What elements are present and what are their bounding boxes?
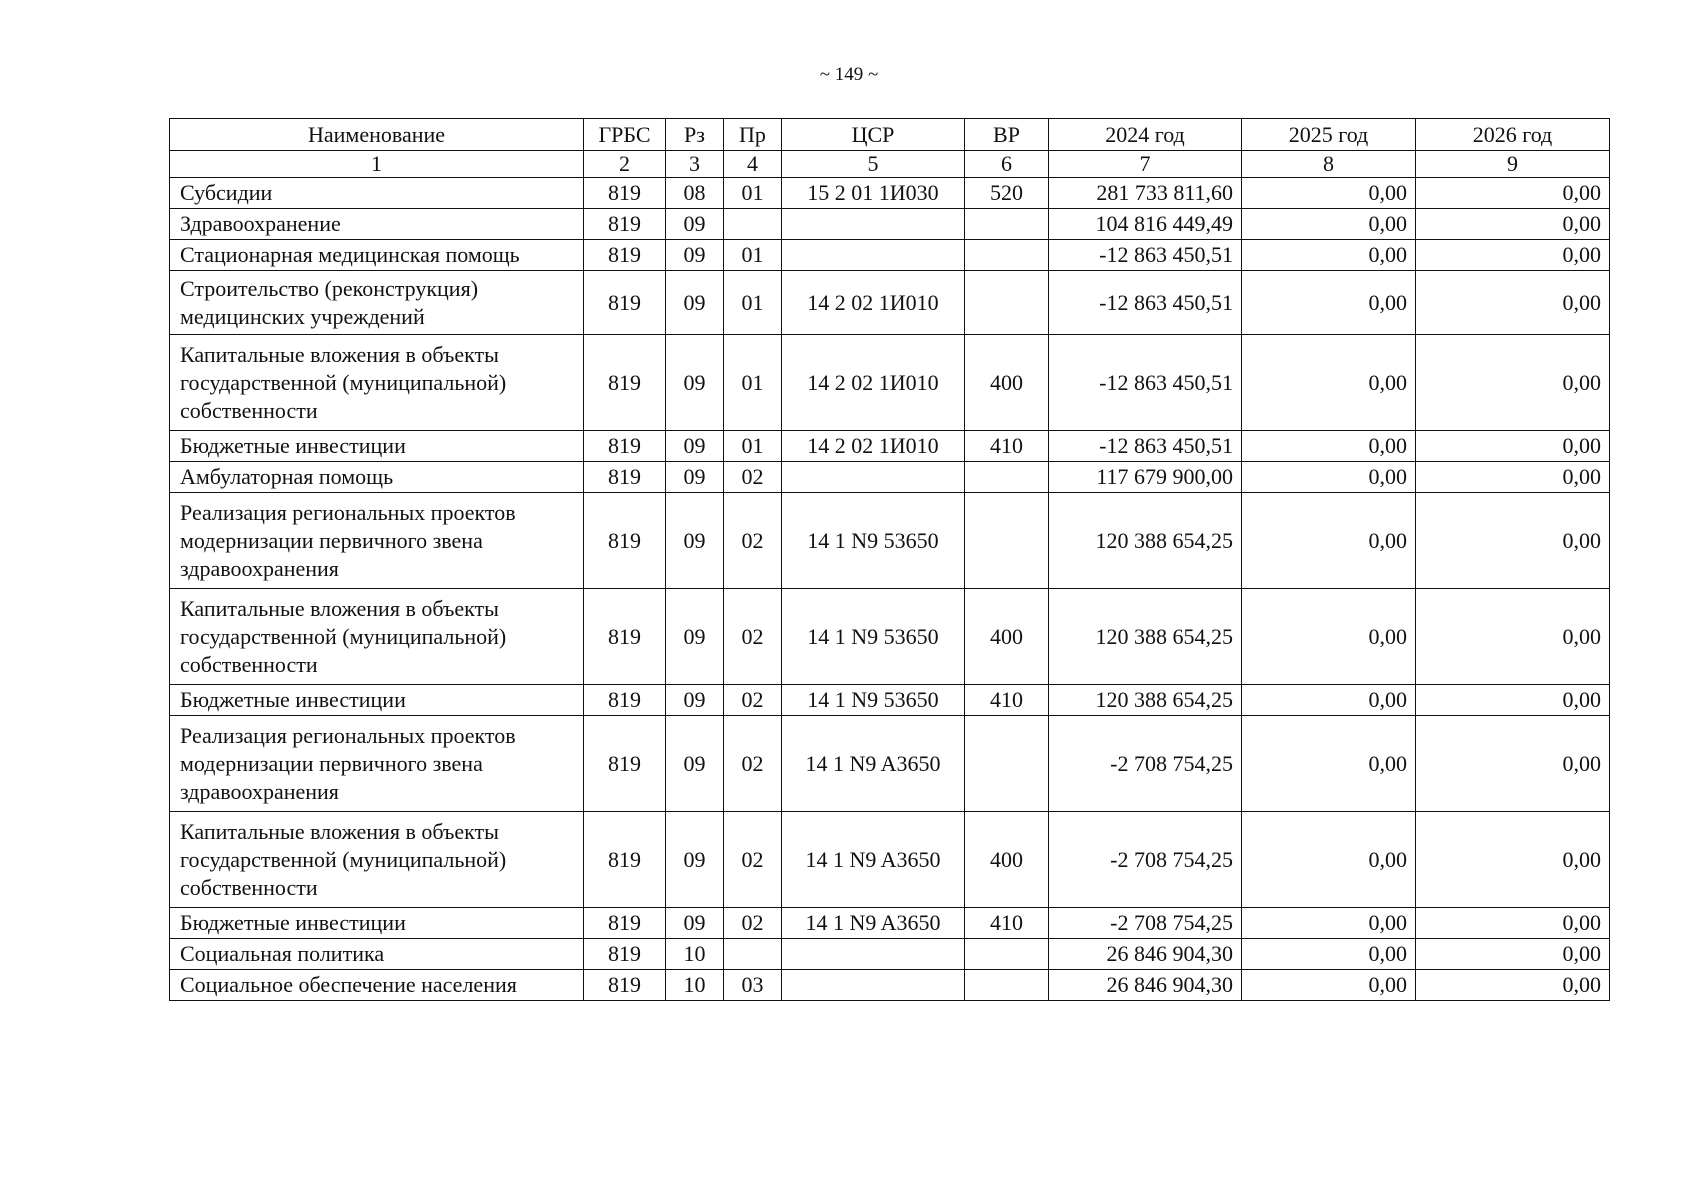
row-vr <box>965 240 1049 271</box>
header-name: Наименование <box>170 119 584 151</box>
row-2024: 281 733 811,60 <box>1049 178 1242 209</box>
row-2024: 26 846 904,30 <box>1049 970 1242 1001</box>
row-name: Амбулаторная помощь <box>170 462 584 493</box>
row-csr: 14 2 02 1И010 <box>782 271 965 335</box>
column-index: 2 <box>584 151 666 178</box>
table-row <box>170 209 1610 240</box>
row-name: Реализация региональных проектов модернизации первичного звена здравоохранения <box>170 716 584 812</box>
page-number: ~ 149 ~ <box>819 64 879 85</box>
row-2024: 104 816 449,49 <box>1049 209 1242 240</box>
row-grbs: 819 <box>584 271 666 335</box>
row-2026: 0,00 <box>1416 493 1610 589</box>
row-csr: 14 1 N9 A3650 <box>782 812 965 908</box>
row-name: Субсидии <box>170 178 584 209</box>
row-grbs: 819 <box>584 716 666 812</box>
row-2024: 120 388 654,25 <box>1049 493 1242 589</box>
column-index: 3 <box>666 151 724 178</box>
row-pr: 01 <box>724 240 782 271</box>
row-pr: 02 <box>724 462 782 493</box>
row-2025: 0,00 <box>1242 431 1416 462</box>
column-index-row <box>170 151 1610 178</box>
table-row <box>170 431 1610 462</box>
row-2025: 0,00 <box>1242 812 1416 908</box>
row-2024: -12 863 450,51 <box>1049 271 1242 335</box>
row-rz: 08 <box>666 178 724 209</box>
row-vr <box>965 462 1049 493</box>
row-rz: 09 <box>666 908 724 939</box>
row-2025: 0,00 <box>1242 240 1416 271</box>
row-2025: 0,00 <box>1242 335 1416 431</box>
row-vr: 520 <box>965 178 1049 209</box>
row-csr <box>782 970 965 1001</box>
row-2025: 0,00 <box>1242 589 1416 685</box>
header-2024: 2024 год <box>1049 119 1242 151</box>
row-pr: 02 <box>724 812 782 908</box>
row-rz: 09 <box>666 589 724 685</box>
row-2026: 0,00 <box>1416 939 1610 970</box>
row-vr <box>965 209 1049 240</box>
row-2026: 0,00 <box>1416 812 1610 908</box>
row-pr: 02 <box>724 716 782 812</box>
row-2026: 0,00 <box>1416 335 1610 431</box>
row-2026: 0,00 <box>1416 431 1610 462</box>
table-row <box>170 716 1610 812</box>
row-grbs: 819 <box>584 431 666 462</box>
row-csr: 14 1 N9 53650 <box>782 685 965 716</box>
table-row <box>170 908 1610 939</box>
row-2024: -2 708 754,25 <box>1049 908 1242 939</box>
row-2024: -12 863 450,51 <box>1049 240 1242 271</box>
row-name: Здравоохранение <box>170 209 584 240</box>
row-name: Капитальные вложения в объекты государственной (муниципальной) собственности <box>170 812 584 908</box>
row-csr: 14 1 N9 A3650 <box>782 908 965 939</box>
row-2026: 0,00 <box>1416 685 1610 716</box>
header-csr: ЦСР <box>782 119 965 151</box>
row-pr <box>724 209 782 240</box>
column-index: 7 <box>1049 151 1242 178</box>
column-index: 4 <box>724 151 782 178</box>
column-index: 5 <box>782 151 965 178</box>
header-2026: 2026 год <box>1416 119 1610 151</box>
row-vr <box>965 493 1049 589</box>
row-2026: 0,00 <box>1416 178 1610 209</box>
column-index: 1 <box>170 151 584 178</box>
row-name: Бюджетные инвестиции <box>170 908 584 939</box>
row-csr: 14 1 N9 53650 <box>782 493 965 589</box>
row-vr <box>965 716 1049 812</box>
row-csr: 14 1 N9 53650 <box>782 589 965 685</box>
row-grbs: 819 <box>584 939 666 970</box>
header-row <box>170 119 1610 151</box>
row-2024: 26 846 904,30 <box>1049 939 1242 970</box>
column-index: 8 <box>1242 151 1416 178</box>
row-csr: 14 2 02 1И010 <box>782 431 965 462</box>
row-2026: 0,00 <box>1416 240 1610 271</box>
row-csr <box>782 209 965 240</box>
row-2026: 0,00 <box>1416 716 1610 812</box>
row-rz: 10 <box>666 939 724 970</box>
row-rz: 09 <box>666 812 724 908</box>
column-index: 6 <box>965 151 1049 178</box>
row-rz: 09 <box>666 240 724 271</box>
row-rz: 09 <box>666 716 724 812</box>
row-vr <box>965 939 1049 970</box>
table-row <box>170 271 1610 335</box>
row-2025: 0,00 <box>1242 685 1416 716</box>
row-name: Стационарная медицинская помощь <box>170 240 584 271</box>
row-name: Бюджетные инвестиции <box>170 685 584 716</box>
row-name: Социальная политика <box>170 939 584 970</box>
row-rz: 09 <box>666 685 724 716</box>
row-rz: 09 <box>666 209 724 240</box>
table-row <box>170 462 1610 493</box>
row-vr: 410 <box>965 685 1049 716</box>
header-vr: ВР <box>965 119 1049 151</box>
row-2026: 0,00 <box>1416 271 1610 335</box>
row-name: Реализация региональных проектов модернизации первичного звена здравоохранения <box>170 493 584 589</box>
row-vr: 410 <box>965 431 1049 462</box>
row-2025: 0,00 <box>1242 716 1416 812</box>
row-grbs: 819 <box>584 812 666 908</box>
row-grbs: 819 <box>584 589 666 685</box>
row-2026: 0,00 <box>1416 462 1610 493</box>
column-index: 9 <box>1416 151 1610 178</box>
row-csr <box>782 462 965 493</box>
row-grbs: 819 <box>584 178 666 209</box>
row-name: Социальное обеспечение населения <box>170 970 584 1001</box>
row-name: Капитальные вложения в объекты государственной (муниципальной) собственности <box>170 589 584 685</box>
row-vr: 400 <box>965 335 1049 431</box>
row-grbs: 819 <box>584 462 666 493</box>
row-rz: 09 <box>666 271 724 335</box>
row-pr: 02 <box>724 493 782 589</box>
row-rz: 09 <box>666 431 724 462</box>
row-2025: 0,00 <box>1242 178 1416 209</box>
table-row <box>170 335 1610 431</box>
row-grbs: 819 <box>584 908 666 939</box>
row-2026: 0,00 <box>1416 589 1610 685</box>
budget-table <box>169 118 1610 1001</box>
row-2026: 0,00 <box>1416 970 1610 1001</box>
row-vr: 410 <box>965 908 1049 939</box>
row-csr <box>782 939 965 970</box>
table-row <box>170 493 1610 589</box>
row-rz: 09 <box>666 493 724 589</box>
row-csr: 14 2 02 1И010 <box>782 335 965 431</box>
row-vr: 400 <box>965 589 1049 685</box>
row-2024: -2 708 754,25 <box>1049 716 1242 812</box>
header-pr: Пр <box>724 119 782 151</box>
row-pr: 01 <box>724 178 782 209</box>
row-pr: 02 <box>724 685 782 716</box>
row-2025: 0,00 <box>1242 462 1416 493</box>
row-2024: 120 388 654,25 <box>1049 685 1242 716</box>
row-2024: 117 679 900,00 <box>1049 462 1242 493</box>
row-2025: 0,00 <box>1242 493 1416 589</box>
row-csr: 15 2 01 1И030 <box>782 178 965 209</box>
header-rz: Рз <box>666 119 724 151</box>
row-grbs: 819 <box>584 970 666 1001</box>
row-pr: 02 <box>724 908 782 939</box>
row-2026: 0,00 <box>1416 209 1610 240</box>
row-grbs: 819 <box>584 209 666 240</box>
row-pr: 03 <box>724 970 782 1001</box>
header-grbs: ГРБС <box>584 119 666 151</box>
row-grbs: 819 <box>584 685 666 716</box>
row-rz: 09 <box>666 462 724 493</box>
row-grbs: 819 <box>584 240 666 271</box>
row-2025: 0,00 <box>1242 908 1416 939</box>
row-2024: 120 388 654,25 <box>1049 589 1242 685</box>
row-vr <box>965 970 1049 1001</box>
row-2025: 0,00 <box>1242 209 1416 240</box>
row-name: Строительство (реконструкция) медицинских учреждений <box>170 271 584 335</box>
row-csr <box>782 240 965 271</box>
row-pr: 02 <box>724 589 782 685</box>
row-name: Капитальные вложения в объекты государственной (муниципальной) собственности <box>170 335 584 431</box>
row-2025: 0,00 <box>1242 939 1416 970</box>
table-row <box>170 685 1610 716</box>
row-name: Бюджетные инвестиции <box>170 431 584 462</box>
table-row <box>170 240 1610 271</box>
row-rz: 10 <box>666 970 724 1001</box>
row-csr: 14 1 N9 A3650 <box>782 716 965 812</box>
row-2025: 0,00 <box>1242 271 1416 335</box>
table-row <box>170 812 1610 908</box>
table-row <box>170 939 1610 970</box>
row-pr: 01 <box>724 431 782 462</box>
row-2024: -2 708 754,25 <box>1049 812 1242 908</box>
row-pr <box>724 939 782 970</box>
table-row <box>170 589 1610 685</box>
row-vr <box>965 271 1049 335</box>
header-2025: 2025 год <box>1242 119 1416 151</box>
row-rz: 09 <box>666 335 724 431</box>
row-2024: -12 863 450,51 <box>1049 431 1242 462</box>
row-pr: 01 <box>724 335 782 431</box>
row-2026: 0,00 <box>1416 908 1610 939</box>
table-row <box>170 970 1610 1001</box>
row-grbs: 819 <box>584 335 666 431</box>
row-2025: 0,00 <box>1242 970 1416 1001</box>
table-row <box>170 178 1610 209</box>
row-grbs: 819 <box>584 493 666 589</box>
row-2024: -12 863 450,51 <box>1049 335 1242 431</box>
row-pr: 01 <box>724 271 782 335</box>
row-vr: 400 <box>965 812 1049 908</box>
